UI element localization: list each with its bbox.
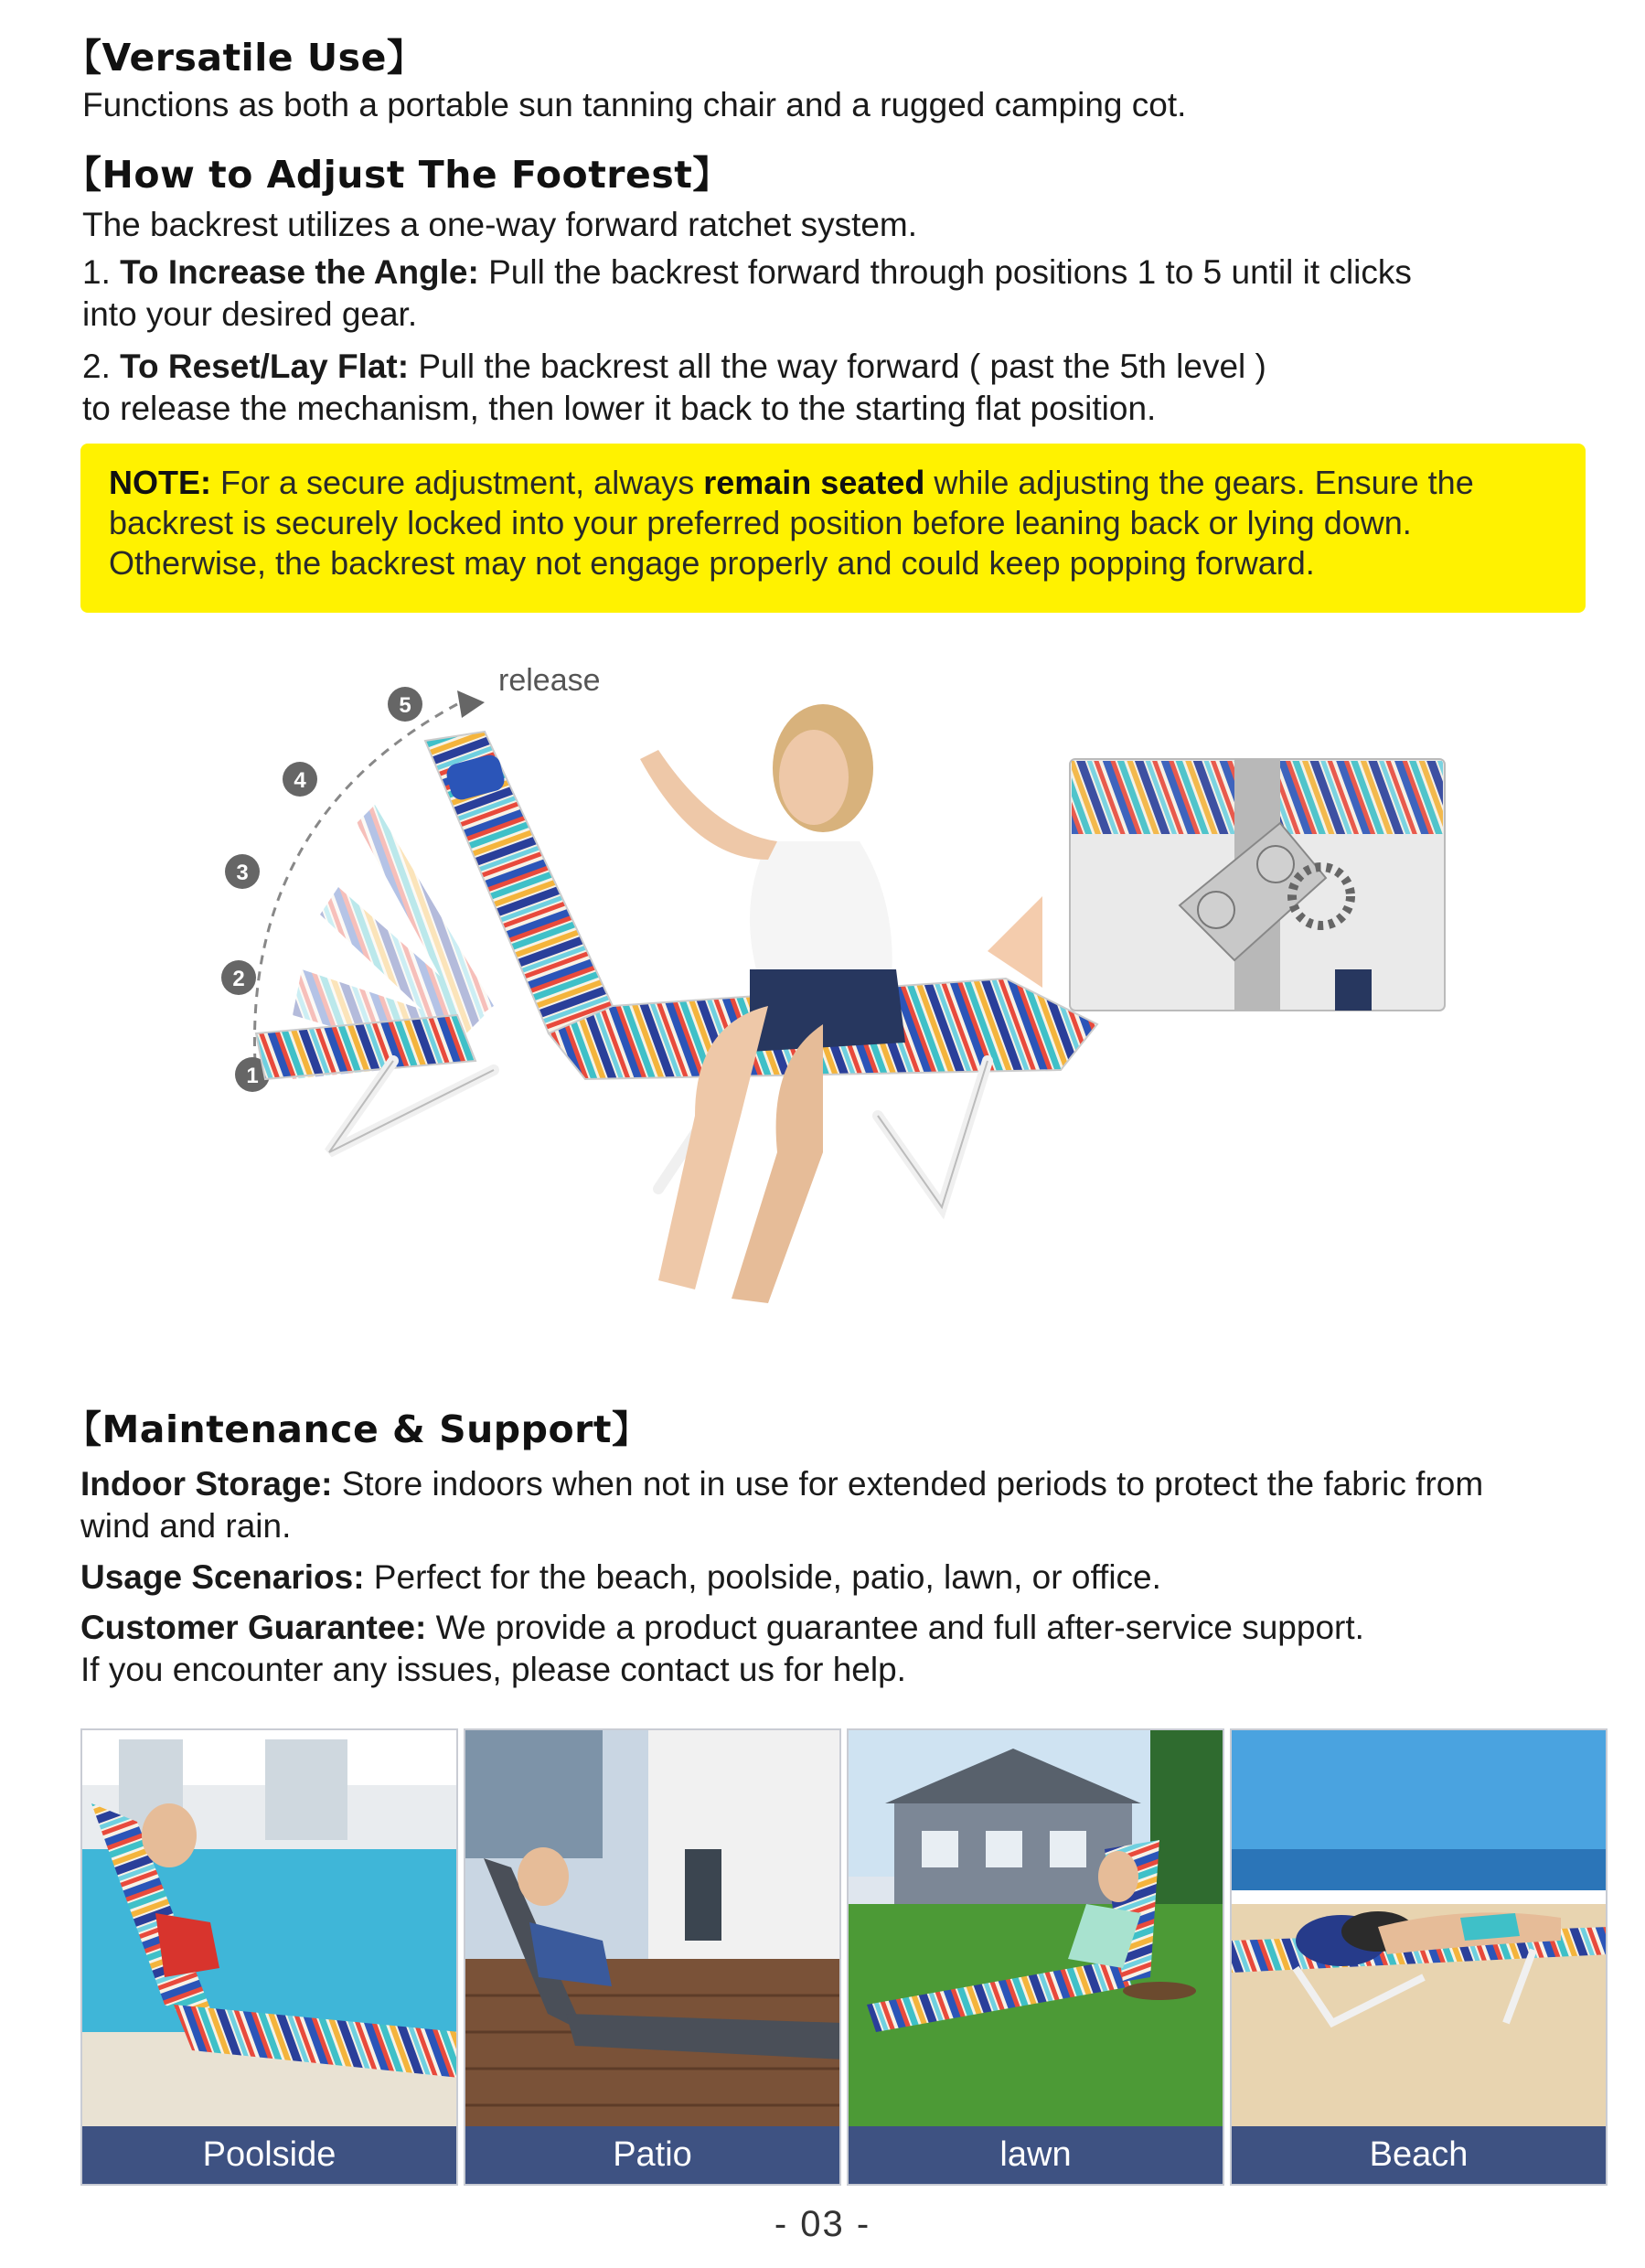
scenario-label-beach: Beach <box>1232 2126 1606 2184</box>
beach-photo <box>1232 1730 1608 2133</box>
indoor-storage-text: Store indoors when not in use for extended periods to protect the fabric from <box>332 1465 1484 1503</box>
customer-guarantee-label: Customer Guarantee: <box>80 1609 427 1646</box>
svg-text:1: 1 <box>246 1064 259 1088</box>
step-1-text: Pull the backrest forward through positions 1 to 5 until it clicks <box>478 253 1412 291</box>
usage-scenarios <box>80 1557 1617 1599</box>
usage-scenarios-label: Usage Scenarios: <box>80 1558 365 1596</box>
indoor-storage-text-cont: wind and rain. <box>80 1507 292 1545</box>
indoor-storage-label: Indoor Storage: <box>80 1465 333 1503</box>
versatile-body: Functions as both a portable sun tanning chair and a rugged camping cot. <box>82 86 1187 123</box>
scenario-card-patio <box>464 1728 841 2186</box>
position-marker-4 <box>283 762 317 797</box>
adjust-step-2 <box>82 346 1600 430</box>
note-line-1 <box>109 463 1558 503</box>
lawn-photo <box>849 1730 1224 2133</box>
scenario-label-patio: Patio <box>465 2126 839 2184</box>
usage-scenarios-text: Perfect for the beach, poolside, patio, lawn, or office. <box>364 1558 1161 1596</box>
step-2-text-cont: to release the mechanism, then lower it back to the starting flat position. <box>82 390 1157 427</box>
release-label: release <box>498 663 601 698</box>
scenario-card-beach <box>1230 1728 1608 2186</box>
step-2-number: 2. <box>82 348 121 385</box>
position-marker-2 <box>221 960 256 995</box>
note-emphasis: remain seated <box>703 464 925 501</box>
note-line-2: backrest is securely locked into your preferred position before leaning back or lying down. <box>109 504 1412 541</box>
scenario-card-poolside <box>80 1728 458 2186</box>
chair-footrest <box>256 1015 475 1079</box>
poolside-photo <box>82 1730 458 2133</box>
chair-legs <box>329 1061 988 1207</box>
maintenance-heading: 【Maintenance & Support】 <box>64 1407 650 1451</box>
ratchet-detail-inset <box>1070 759 1445 1011</box>
adjust-heading: 【How to Adjust The Footrest】 <box>64 153 731 197</box>
svg-text:5: 5 <box>399 693 411 718</box>
position-marker-5 <box>388 687 422 722</box>
note-text-cont: while adjusting the gears. Ensure the <box>924 464 1474 501</box>
customer-guarantee-text: We provide a product guarantee and full after-service support. <box>426 1609 1364 1646</box>
patio-photo <box>465 1730 841 2133</box>
customer-guarantee <box>80 1607 1617 1691</box>
step-1-title: To Increase the Angle: <box>120 253 479 291</box>
note-label: NOTE: <box>109 464 211 501</box>
scenario-label-poolside: Poolside <box>82 2126 456 2184</box>
adjust-intro: The backrest utilizes a one-way forward ratchet system. <box>82 206 918 243</box>
release-arrow-icon <box>457 690 485 718</box>
svg-text:3: 3 <box>236 861 249 885</box>
step-2-text: Pull the backrest all the way forward ( past the 5th level ) <box>409 348 1266 385</box>
note-box <box>80 444 1586 613</box>
indoor-storage <box>80 1463 1617 1547</box>
chair-adjustment-illustration <box>183 640 1463 1372</box>
note-text: For a secure adjustment, always <box>211 464 704 501</box>
position-marker-3 <box>225 854 260 889</box>
note-line-3: Otherwise, the backrest may not engage properly and could keep popping forward. <box>109 544 1315 582</box>
step-1-text-cont: into your desired gear. <box>82 295 418 333</box>
customer-guarantee-text-cont: If you encounter any issues, please contact us for help. <box>80 1651 906 1688</box>
svg-text:2: 2 <box>232 967 245 991</box>
detail-pointer <box>988 896 1042 988</box>
scenario-card-lawn <box>847 1728 1224 2186</box>
svg-text:4: 4 <box>294 768 306 793</box>
scenario-label-lawn: lawn <box>849 2126 1223 2184</box>
chair-diagram <box>183 640 1463 1372</box>
step-1-number: 1. <box>82 253 121 291</box>
adjust-step-1 <box>82 251 1600 336</box>
step-2-title: To Reset/Lay Flat: <box>120 348 410 385</box>
page-number: - 03 - <box>774 2204 871 2244</box>
versatile-heading: 【Versatile Use】 <box>64 36 425 80</box>
